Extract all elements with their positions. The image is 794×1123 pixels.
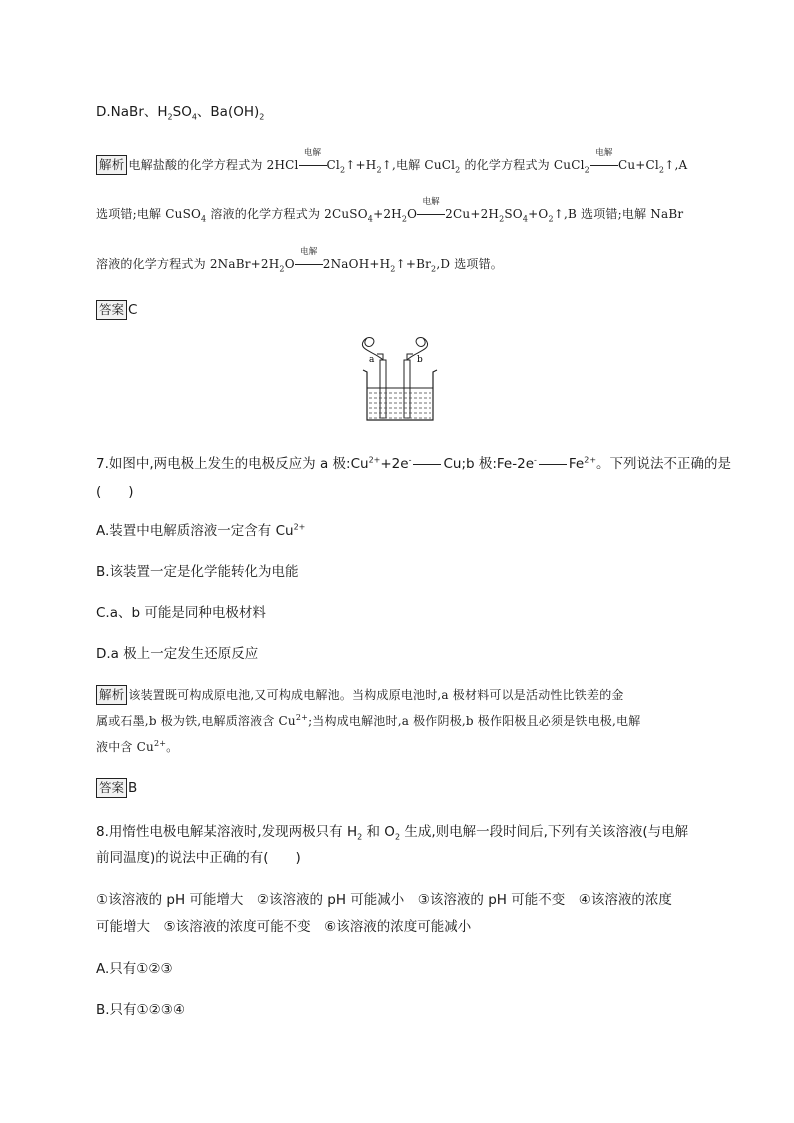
answer-tag: 答案 (96, 300, 127, 320)
option-d-q6: D.NaBr、$H_2SO_4$、$Ba(OH)_2$ (96, 104, 265, 122)
label-b: b (417, 355, 423, 365)
label-a: a (369, 355, 375, 365)
q8-stem-line-2: 前同温度)的说法中正确的有( ) (96, 850, 301, 866)
electrolyte-solution (369, 393, 431, 418)
answer-tag: 答案 (96, 778, 127, 798)
q7-option-a: A.装置中电解质溶液一定含有 $Cu^{2+}$ (96, 522, 306, 539)
cell-figure (355, 332, 445, 424)
analysis-7-line-1: 解析 该装置既可构成原电池,又可构成电解池。当构成原电池时,a 极材料可以是活动性比铁差的金 (96, 685, 706, 705)
beaker-outline (363, 370, 437, 420)
answer-7 (96, 778, 706, 798)
electrode-b (404, 360, 410, 418)
q8-items-line-1: ①该溶液的 pH 可能增大 ②该溶液的 pH 可能减小 ③该溶液的 pH 可能不变 ④该溶液的浓度 (96, 892, 672, 908)
q7-stem-line-2: ( ) (96, 484, 134, 500)
analysis-tag: 解析 (96, 685, 127, 705)
q8-option-a: A.只有①②③ (96, 961, 173, 977)
electrolysis-arrow: 电解 (295, 257, 323, 271)
q7-option-b: B.该装置一定是化学能转化为电能 (96, 564, 299, 580)
electrolysis-arrow: 电解 (299, 158, 327, 172)
electrode-a (380, 360, 386, 418)
answer-6 (96, 300, 706, 320)
electrolysis-arrow: 电解 (590, 158, 618, 172)
q8-stem-line-1: 8.用惰性电极电解某溶液时,发现两极只有 $H_2$ 和 $O_2$ 生成,则电解一段时间后,下列有关该溶液(与电解 (96, 824, 689, 842)
answer-value: C (128, 302, 138, 318)
analysis-7-line-2: 属或石墨,b 极为铁,电解质溶液含 $Cu^{2+}$;当构成电解池时,a 极作阴极,b 极作阳极且必须是铁电极,电解 (96, 713, 641, 728)
q7-stem-line-1: 7.如图中,两电极上发生的电极反应为 a 极$:Cu^{2+}+2e^-$ Cu;b 极:Fe-2e- $Fe^{2+}$。下列说法不正确的是 (96, 455, 732, 472)
analysis-tag: 解析 (96, 155, 127, 175)
analysis-6-line-2: 选项错;电解 CuSO$_4$ 溶液的化学方程式为 $2CuSO_4+2H_2O$ 电解 $2Cu+2H_2SO_4+O_2↑,B$ 选项错;电解 NaBr (96, 197, 684, 224)
q7-option-d: D.a 极上一定发生还原反应 (96, 646, 259, 662)
analysis-6-line-1: 解析 电解盐酸的化学方程式为 2HCl 电解 $Cl_2↑+H_2↑$,电解 CuCl$_2$ 的化学方程式为 CuCl$_2$ 电解 $Cu+Cl_2↑,A$ (96, 155, 706, 175)
answer-value: B (128, 780, 138, 796)
analysis-7-line-3: 液中含 $Cu^{2+}$。 (96, 739, 179, 754)
q8-items-line-2: 可能增大 ⑤该溶液的浓度可能不变 ⑥该溶液的浓度可能减小 (96, 919, 472, 935)
electrolysis-arrow: 电解 (417, 207, 445, 221)
q8-option-b: B.只有①②③④ (96, 1002, 185, 1018)
analysis-6-line-3: 溶液的化学方程式为 $2NaBr+2H_2O$ 电解 $2NaOH+H_2↑+Br_2,D$ 选项错。 (96, 247, 503, 274)
q7-option-c: C.a、b 可能是同种电极材料 (96, 605, 266, 621)
